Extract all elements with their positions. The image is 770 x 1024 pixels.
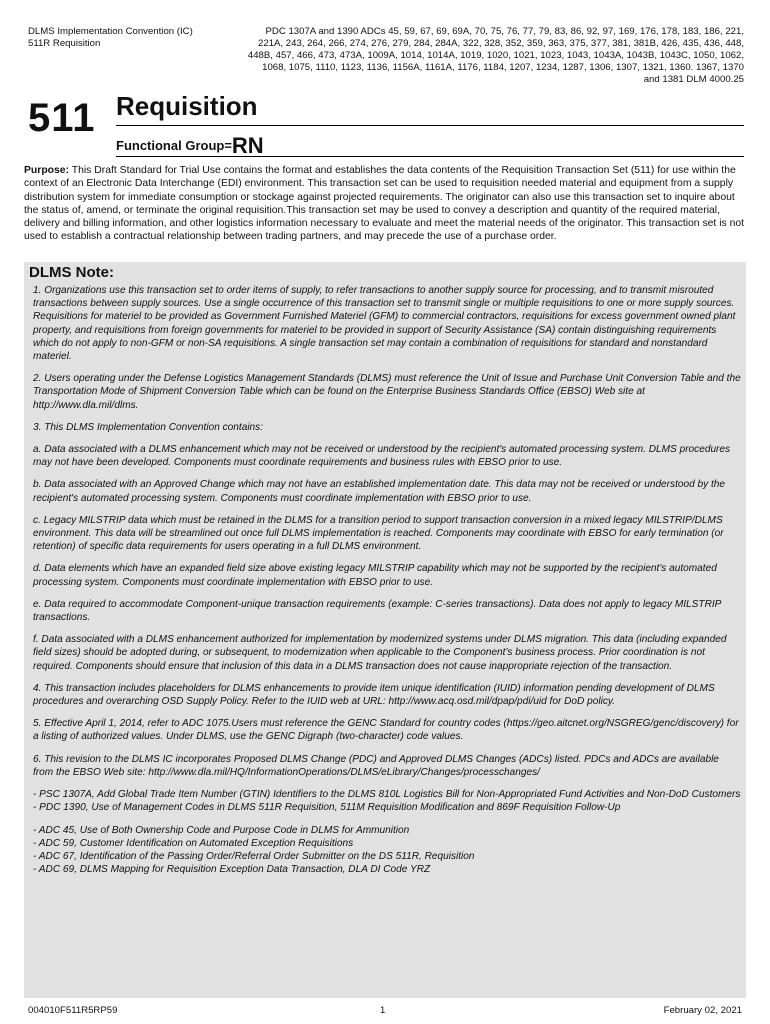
note-item: c. Legacy MILSTRIP data which must be retained in the DLMS for a transition period to support transaction conversion in a mixed legacy MILSTRIP/DLMS environment. This data will be streamlined out once full DLMS implementation is reached. Components may coordinate with EBSO for early termination (or retention) of specific data requirements for users operating in a full DLMS environment. xyxy=(33,514,724,553)
note-item: d. Data elements which have an expanded field size above existing legacy MILSTRIP capability which may not be supported by the recipient's automated processing system. Components must coordinate implementation with EBSO prior to use. xyxy=(33,563,717,588)
dlms-note-list xyxy=(33,284,741,876)
functional-group-code: RN xyxy=(231,133,264,158)
note-item: 6. This revision to the DLMS IC incorporates Proposed DLMS Change (PDC) and Approved DLMS Changes (ADCs) listed. PDCs and ADCs are available from the EBSO Web site: http://www.dla.mil/HQ/InformationOperations/DLMS/eLibrary/Changes/processchanges/ xyxy=(33,753,719,778)
header-left xyxy=(28,26,193,50)
page-title: Requisition xyxy=(116,91,258,121)
note-change-item: - ADC 69, DLMS Mapping for Requisition Exception Data Transaction, DLA DI Code YRZ xyxy=(33,864,431,876)
note-change-item: - PDC 1390, Use of Management Codes in DLMS 511R Requisition, 511M Requisition Modification and 869F Requisition Follow-Up xyxy=(33,802,621,814)
header-changes-line: 1068, 1075, 1110, 1123, 1136, 1156A, 1161A, 1176, 1184, 1207, 1234, 1287, 1306, 1307, 1321, 1360. 1367, 1370 xyxy=(262,62,744,73)
note-item: b. Data associated with an Approved Change which may not have an established implementation date. This data may not be received or understood by the recipient's automated processing system. Components must coordinate implementation with EBSO prior to use. xyxy=(33,479,726,504)
footer-date: February 02, 2021 xyxy=(663,1005,742,1016)
note-item: 1. Organizations use this transaction set to order items of supply, to refer transactions to another supply source for processing, and to transmit misrouted transactions between supply sources. Use a single occurrence of this transaction set to transmit single or multiple requisitions to one or more supply sources. Requisitions for materiel to be provided as Government Furnished Materiel (GFM) to commercial contractors, requisitions for excess government owned plant property, and requisitions from foreign governments for materiel to be provided in support of Security Assistance (SA) contain distinguishing requirements which do not apply to non-GFM or non-SA requisitions. A single transaction set may contain a combination of requisitions for standard and nonstandard materiel. xyxy=(33,285,736,363)
note-change-item: - ADC 59, Customer Identification on Automated Exception Requisitions xyxy=(33,837,354,849)
purpose-text: This Draft Standard for Trial Use contains the format and establishes the data contents of the Requisition Transaction Set (511) for use within the context of an Electronic Data Interchange (EDI) environment. This transaction set can be used to requisition needed material and equipment from a supply distribution system for immediate consumption or stockage against projected requirements. The originator can also use this transaction set to inquire about the status of, amend, or terminate the original requisition.This transaction set may be used to convey a description and quantity of the required material, delivery and billing information, and other logistics information necessary to evaluate and meet the material needs of the originator. This transaction set is not used to establish a contractual relationship between trading partners, and may precede the use of a purchase order. xyxy=(24,165,745,243)
note-item: 4. This transaction includes placeholders for DLMS enhancements to provide item unique identification (IUID) information pending development of DLMS procedures and overarching OSD Supply Policy. Refer to the IUID web at URL: http://www.acq.osd.mil/dpap/pdi/uid for DoD policy. xyxy=(33,682,715,708)
purpose-label: Purpose: xyxy=(24,165,70,176)
header-changes-line: PDC 1307A and 1390 ADCs 45, 59, 67, 69, 69A, 70, 75, 76, 77, 79, 83, 86, 92, 97, 169, 176, 178, 183, 186, 221, xyxy=(265,26,744,37)
functional-group-divider xyxy=(116,156,744,157)
header-convention: DLMS Implementation Convention (IC) xyxy=(28,26,193,37)
functional-group-label: Functional Group= xyxy=(116,138,232,153)
dlms-note-title: DLMS Note: xyxy=(29,264,114,281)
header-changes-line: 221A, 243, 264, 266, 274, 276, 279, 284, 284A, 322, 328, 352, 359, 363, 375, 377, 381, 381B, 426, 435, 436, 448, xyxy=(258,38,744,49)
transaction-set-number: 511 xyxy=(28,96,96,140)
footer-page-number: 1 xyxy=(380,1005,386,1016)
note-item: e. Data required to accommodate Component-unique transaction requirements (example: C-series transactions). Data does not apply to legacy MILSTRIP transactions. xyxy=(33,598,722,624)
header-document-type: 511R Requisition xyxy=(28,38,101,49)
note-item: a. Data associated with a DLMS enhancement which may not be received or understood by the recipient's automated processing system. DLMS procedures may not have been developed. Components must coordinate requirements and business rules with EBSO prior to use. xyxy=(33,444,731,469)
header-right xyxy=(204,26,744,86)
note-item: 2. Users operating under the Defense Logistics Management Standards (DLMS) must reference the Unit of Issue and Purchase Unit Conversion Table and the Transportation Mode of Shipment Conversion Table which can be found on the Enterprise Business Standards Office (EBSO) Web site at http://www.dla.mil/dlms. xyxy=(33,373,741,411)
purpose-paragraph xyxy=(24,164,750,244)
header-changes-line: and 1381 DLM 4000.25 xyxy=(643,74,744,85)
footer-document-id: 004010F511R5RP59 xyxy=(28,1005,118,1016)
note-change-item: - ADC 67, Identification of the Passing Order/Referral Order Submitter on the DS 511R, Requisition xyxy=(33,850,475,862)
note-change-item: - PSC 1307A, Add Global Trade Item Number (GTIN) Identifiers to the DLMS 810L Logistics Bill for Non-Appropriated Fund Activities and Non-DoD Customers xyxy=(33,789,741,801)
note-item: 5. Effective April 1, 2014, refer to ADC 1075.Users must reference the GENC Standard for country codes (https://geo.aitcnet.org/NSGREG/genc/discovery) for a listing of authorized values. Under DLMS, use the GENC Digraph (two-character) code values. xyxy=(33,718,739,743)
dlms-note-box xyxy=(24,262,746,998)
title-divider xyxy=(116,125,744,126)
note-item: 3. This DLMS Implementation Convention contains: xyxy=(33,421,264,433)
note-change-item: - ADC 45, Use of Both Ownership Code and Purpose Code in DLMS for Ammunition xyxy=(33,824,410,836)
header-changes-line: 448B, 457, 466, 473, 473A, 1009A, 1014, 1014A, 1019, 1020, 1021, 1023, 1043, 1043A, 1043B, 1043C, 1050, 1062, xyxy=(247,50,744,61)
note-item: f. Data associated with a DLMS enhancement authorized for implementation by modernized systems under DLMS migration. This data (including expanded field sizes) should be adopted during, or subsequent, to modernization when applicable to the Component's business process. Prior coordination is not required. Components should ensure that inclusion of this data in a DLMS transaction does not cause inappropriate rejection of the transaction. xyxy=(33,634,727,672)
